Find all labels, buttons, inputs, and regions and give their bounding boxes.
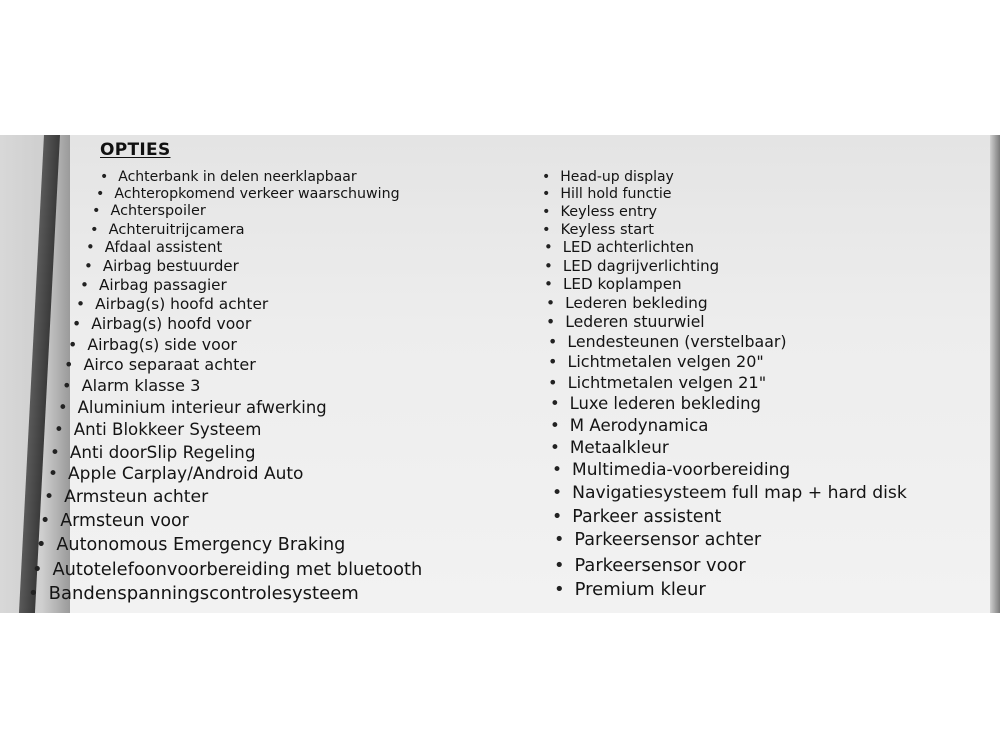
left-option-item xyxy=(80,276,227,294)
option-label: Airbag(s) hoofd voor xyxy=(91,315,252,333)
bullet-icon: • xyxy=(92,203,101,219)
bullet-icon: • xyxy=(554,555,565,576)
bullet-icon: • xyxy=(50,442,60,462)
left-option-item xyxy=(54,420,261,439)
right-option-item xyxy=(554,555,746,576)
bullet-icon: • xyxy=(554,530,565,550)
left-option-item xyxy=(68,335,237,354)
right-option-item xyxy=(544,275,682,293)
bullet-icon: • xyxy=(80,276,89,294)
option-label: LED dagrijverlichting xyxy=(562,257,720,275)
right-option-item xyxy=(546,313,705,331)
option-label: Luxe lederen bekleding xyxy=(569,394,761,413)
bullet-icon: • xyxy=(544,239,553,256)
bullet-icon: • xyxy=(86,239,95,256)
bullet-icon: • xyxy=(96,186,105,202)
bullet-icon: • xyxy=(28,583,39,604)
left-option-item xyxy=(32,559,422,580)
right-option-item xyxy=(554,579,706,600)
right-option-item xyxy=(542,186,672,202)
bullet-icon: • xyxy=(48,464,59,484)
right-option-item xyxy=(542,204,657,220)
option-label: Parkeersensor achter xyxy=(574,530,762,550)
bullet-icon: • xyxy=(548,373,558,392)
option-label: Armsteun achter xyxy=(64,487,209,507)
option-label: Achteropkomend verkeer waarschuwing xyxy=(114,186,400,202)
option-label: Achterspoiler xyxy=(110,203,206,219)
right-option-item xyxy=(548,373,766,392)
option-label: Apple Carplay/Android Auto xyxy=(68,464,304,484)
option-label: Achterbank in delen neerklapbaar xyxy=(118,169,357,185)
bullet-icon: • xyxy=(84,257,93,275)
right-option-item xyxy=(552,483,907,503)
left-option-item xyxy=(84,257,239,275)
right-option-item xyxy=(544,239,694,256)
option-label: Keyless start xyxy=(560,221,654,238)
option-label: Hill hold functie xyxy=(560,186,672,202)
option-label: Afdaal assistent xyxy=(104,239,223,256)
right-option-item xyxy=(554,530,761,550)
bullet-icon: • xyxy=(72,315,82,333)
option-label: Premium kleur xyxy=(574,579,706,600)
left-option-item xyxy=(58,398,327,417)
option-label: Keyless entry xyxy=(560,204,658,220)
bullet-icon: • xyxy=(36,535,47,555)
right-option-item xyxy=(552,460,790,480)
option-label: LED achterlichten xyxy=(562,239,695,256)
option-label: Anti doorSlip Regeling xyxy=(69,442,256,462)
bullet-icon: • xyxy=(44,487,55,507)
option-label: Parkeer assistent xyxy=(572,507,722,527)
option-label: LED koplampen xyxy=(562,275,682,293)
bullet-icon: • xyxy=(544,275,553,293)
option-label: Metaalkleur xyxy=(569,437,669,457)
right-option-item xyxy=(542,169,674,185)
bullet-icon: • xyxy=(554,579,565,600)
option-label: Lichtmetalen velgen 21" xyxy=(567,373,767,392)
page-edge-right xyxy=(990,135,1000,613)
bullet-icon: • xyxy=(542,169,551,185)
bullet-icon: • xyxy=(542,221,551,238)
option-label: M Aerodynamica xyxy=(569,416,709,435)
left-option-item xyxy=(100,169,357,185)
right-option-item xyxy=(550,437,669,457)
option-label: Airbag(s) side voor xyxy=(87,335,237,354)
bullet-icon: • xyxy=(64,355,74,374)
left-option-item xyxy=(62,376,200,395)
options-heading: OPTIES xyxy=(100,140,171,160)
bullet-icon: • xyxy=(550,416,560,435)
bullet-icon: • xyxy=(552,507,563,527)
bullet-icon: • xyxy=(550,394,560,413)
left-option-item xyxy=(76,295,268,313)
bullet-icon: • xyxy=(76,295,86,313)
option-label: Autotelefoonvoorbereiding met bluetooth xyxy=(52,559,423,580)
bullet-icon: • xyxy=(552,483,563,503)
option-label: Airco separaat achter xyxy=(83,355,256,374)
option-label: Parkeersensor voor xyxy=(574,555,746,576)
option-label: Anti Blokkeer Systeem xyxy=(73,420,262,439)
right-option-item xyxy=(544,257,719,275)
option-label: Airbag(s) hoofd achter xyxy=(95,295,269,313)
bullet-icon: • xyxy=(546,313,556,331)
option-label: Alarm klasse 3 xyxy=(81,376,201,395)
option-label: Lederen bekleding xyxy=(565,294,708,312)
document-photo xyxy=(0,135,1000,613)
option-label: Airbag bestuurder xyxy=(102,257,239,275)
option-label: Head-up display xyxy=(560,169,674,185)
option-label: Navigatiesysteem full map + hard disk xyxy=(572,483,907,503)
option-label: Autonomous Emergency Braking xyxy=(56,535,346,555)
left-option-item xyxy=(40,511,189,531)
bullet-icon: • xyxy=(548,352,558,371)
bullet-icon: • xyxy=(62,376,72,395)
left-option-item xyxy=(72,315,251,333)
left-option-item xyxy=(92,203,206,219)
option-label: Lederen stuurwiel xyxy=(565,313,705,331)
left-option-item xyxy=(50,442,255,462)
left-option-item xyxy=(64,355,256,374)
bullet-icon: • xyxy=(548,332,558,351)
right-option-item xyxy=(548,352,764,371)
right-option-item xyxy=(550,416,708,435)
left-option-item xyxy=(90,221,245,238)
bullet-icon: • xyxy=(542,186,551,202)
right-option-item xyxy=(542,221,654,238)
right-option-item xyxy=(548,332,787,351)
bullet-icon: • xyxy=(32,559,43,580)
bullet-icon: • xyxy=(100,169,109,185)
left-option-item xyxy=(36,535,345,555)
right-option-item xyxy=(546,294,708,312)
left-option-item xyxy=(86,239,222,256)
bullet-icon: • xyxy=(542,204,551,220)
bullet-icon: • xyxy=(54,420,64,439)
bullet-icon: • xyxy=(552,460,563,480)
right-option-item xyxy=(550,394,761,413)
option-label: Bandenspanningscontrolesysteem xyxy=(48,583,359,604)
left-option-item xyxy=(96,186,400,202)
bullet-icon: • xyxy=(90,221,99,238)
option-label: Lendesteunen (verstelbaar) xyxy=(567,332,787,351)
option-label: Aluminium interieur afwerking xyxy=(77,398,327,417)
bullet-icon: • xyxy=(58,398,68,417)
bullet-icon: • xyxy=(544,257,553,275)
bullet-icon: • xyxy=(546,294,556,312)
option-label: Airbag passagier xyxy=(98,276,227,294)
right-option-item xyxy=(552,507,721,527)
option-label: Armsteun voor xyxy=(60,511,189,531)
left-option-item xyxy=(44,487,208,507)
option-label: Lichtmetalen velgen 20" xyxy=(567,352,764,371)
left-option-item xyxy=(48,464,303,484)
bullet-icon: • xyxy=(550,437,560,457)
bullet-icon: • xyxy=(68,335,78,354)
bullet-icon: • xyxy=(40,511,51,531)
left-option-item xyxy=(28,583,359,604)
option-label: Multimedia-voorbereiding xyxy=(572,460,791,480)
option-label: Achteruitrijcamera xyxy=(108,221,245,238)
